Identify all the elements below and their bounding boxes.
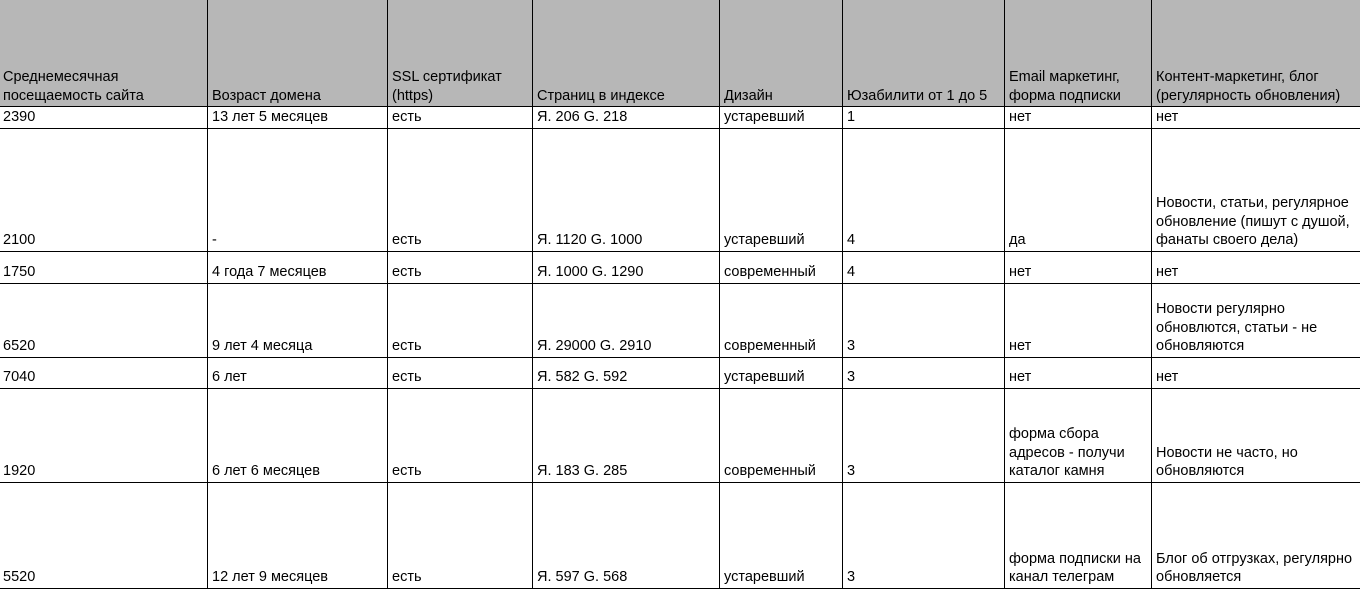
cell-content-marketing[interactable]: нет [1152,251,1360,283]
cell-monthly-traffic[interactable]: 2390 [0,107,208,129]
cell-ssl[interactable]: есть [388,357,533,388]
cell-monthly-traffic[interactable]: 6520 [0,283,208,357]
header-ssl[interactable]: SSL сертификат (https) [388,0,533,107]
cell-domain-age[interactable]: 6 лет 6 месяцев [208,388,388,482]
header-row [0,0,1360,107]
header-indexed-pages[interactable]: Страниц в индексе [533,0,720,107]
cell-design[interactable]: устаревший [720,482,843,588]
cell-email-marketing[interactable]: форма подписки на канал телеграм [1005,482,1152,588]
cell-usability[interactable]: 3 [843,388,1005,482]
cell-domain-age[interactable]: - [208,128,388,251]
cell-domain-age[interactable]: 9 лет 4 месяца [208,283,388,357]
cell-domain-age[interactable]: 4 года 7 месяцев [208,251,388,283]
table-row [0,283,1360,357]
cell-design[interactable]: устаревший [720,128,843,251]
cell-indexed-pages[interactable]: Я. 206 G. 218 [533,107,720,129]
cell-design[interactable]: устаревший [720,107,843,129]
cell-indexed-pages[interactable]: Я. 183 G. 285 [533,388,720,482]
header-email-marketing[interactable]: Email маркетинг, форма подписки [1005,0,1152,107]
cell-usability[interactable]: 3 [843,283,1005,357]
cell-content-marketing[interactable]: Новости не часто, но обновляются [1152,388,1360,482]
cell-email-marketing[interactable]: нет [1005,357,1152,388]
cell-usability[interactable]: 3 [843,482,1005,588]
header-design[interactable]: Дизайн [720,0,843,107]
cell-email-marketing[interactable]: нет [1005,107,1152,129]
cell-monthly-traffic[interactable]: 2100 [0,128,208,251]
cell-design[interactable]: современный [720,283,843,357]
table-row [0,482,1360,588]
cell-design[interactable]: современный [720,388,843,482]
cell-content-marketing[interactable]: Блог об отгрузках, регулярно обновляется [1152,482,1360,588]
cell-content-marketing[interactable]: нет [1152,357,1360,388]
table-row [0,128,1360,251]
cell-design[interactable]: современный [720,251,843,283]
cell-usability[interactable]: 1 [843,107,1005,129]
cell-content-marketing[interactable]: Новости, статьи, регулярное обновление (пишут с душой, фанаты своего дела) [1152,128,1360,251]
table-row [0,107,1360,129]
cell-design[interactable]: устаревший [720,357,843,388]
cell-indexed-pages[interactable]: Я. 597 G. 568 [533,482,720,588]
cell-domain-age[interactable]: 13 лет 5 месяцев [208,107,388,129]
table-row [0,388,1360,482]
cell-usability[interactable]: 4 [843,128,1005,251]
cell-indexed-pages[interactable]: Я. 1000 G. 1290 [533,251,720,283]
header-monthly-traffic[interactable]: Среднемесячная посещаемость сайта [0,0,208,107]
cell-monthly-traffic[interactable]: 1920 [0,388,208,482]
cell-email-marketing[interactable]: форма сбора адресов - получи каталог камня [1005,388,1152,482]
cell-ssl[interactable]: есть [388,128,533,251]
header-content-marketing[interactable]: Контент-маркетинг, блог (регулярность обновления) [1152,0,1360,107]
cell-content-marketing[interactable]: Новости регулярно обновлются, статьи - не обновляются [1152,283,1360,357]
cell-ssl[interactable]: есть [388,283,533,357]
cell-usability[interactable]: 4 [843,251,1005,283]
cell-email-marketing[interactable]: нет [1005,283,1152,357]
cell-email-marketing[interactable]: да [1005,128,1152,251]
cell-email-marketing[interactable]: нет [1005,251,1152,283]
cell-monthly-traffic[interactable]: 5520 [0,482,208,588]
cell-indexed-pages[interactable]: Я. 29000 G. 2910 [533,283,720,357]
cell-domain-age[interactable]: 12 лет 9 месяцев [208,482,388,588]
table-row [0,251,1360,283]
cell-ssl[interactable]: есть [388,107,533,129]
cell-domain-age[interactable]: 6 лет [208,357,388,388]
cell-indexed-pages[interactable]: Я. 582 G. 592 [533,357,720,388]
cell-indexed-pages[interactable]: Я. 1120 G. 1000 [533,128,720,251]
cell-monthly-traffic[interactable]: 7040 [0,357,208,388]
cell-content-marketing[interactable]: нет [1152,107,1360,129]
cell-usability[interactable]: 3 [843,357,1005,388]
cell-ssl[interactable]: есть [388,482,533,588]
cell-ssl[interactable]: есть [388,251,533,283]
cell-ssl[interactable]: есть [388,388,533,482]
cell-monthly-traffic[interactable]: 1750 [0,251,208,283]
header-usability[interactable]: Юзабилити от 1 до 5 [843,0,1005,107]
header-domain-age[interactable]: Возраст домена [208,0,388,107]
table-row [0,357,1360,388]
